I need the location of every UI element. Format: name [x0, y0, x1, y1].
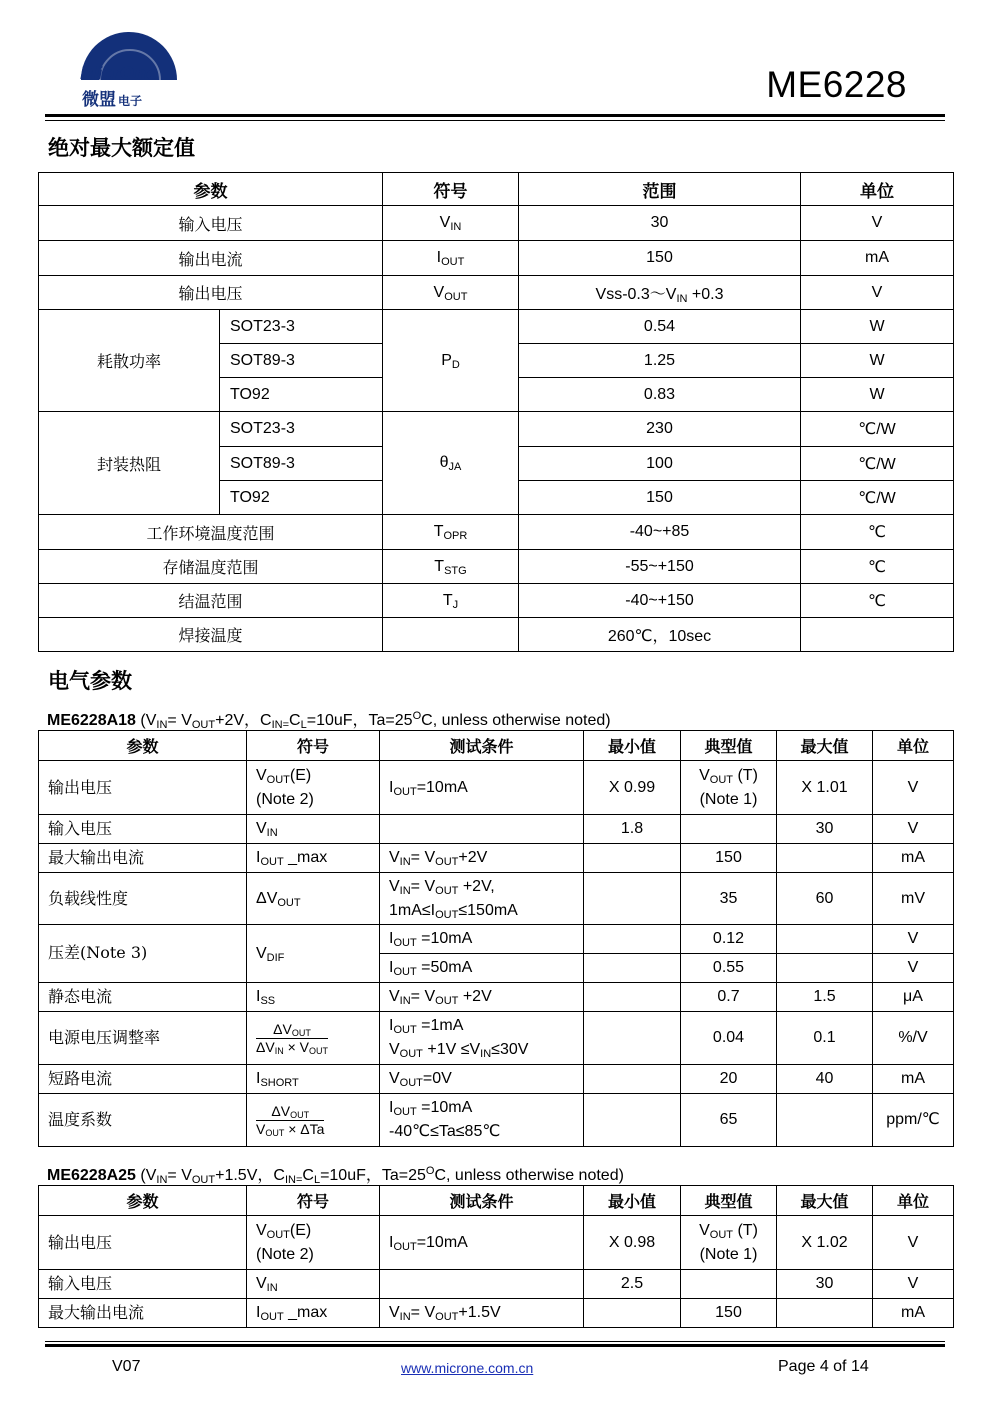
range: 100 — [519, 447, 801, 481]
unit: V — [873, 954, 954, 983]
unit: ℃ — [801, 584, 954, 618]
symbol: $V_{IN}$ — [247, 1270, 380, 1299]
param-label: 耗散功率 — [39, 310, 220, 412]
min-value — [584, 925, 681, 954]
condition: $I_{OUT}=10mA$ — [380, 1216, 584, 1270]
range: 0.83 — [519, 378, 801, 412]
footer-rule — [45, 1344, 945, 1347]
condition-line-a18: ME6228A18 ($V_{IN}= V_{OUT}+2V$，$C_{IN=}C_L=10uF$，$Ta=25^OC$, unless otherwise noted) — [47, 710, 611, 731]
header-symbol: 符号 — [247, 1186, 380, 1216]
condition — [380, 1270, 584, 1299]
param-label: 工作环境温度范围 — [39, 515, 383, 550]
footer-rule-thin — [45, 1341, 945, 1342]
param-label: 输出电压 — [39, 1216, 247, 1270]
param-label: 压差(Note 3) — [39, 925, 247, 983]
unit: V — [801, 206, 954, 241]
document-title: ME6228 — [766, 64, 907, 105]
symbol: $V_{OUT}(E)$ (Note 2) — [247, 1216, 380, 1270]
table-row — [39, 844, 954, 873]
condition: $I_{OUT} =50mA$ — [380, 954, 584, 983]
unit: V — [873, 1216, 954, 1270]
header-min: 最小值 — [584, 731, 681, 761]
package: SOT23-3 — [220, 310, 383, 344]
unit: mV — [873, 873, 954, 925]
param-label: 负载线性度 — [39, 873, 247, 925]
max-value: 30 — [777, 815, 873, 844]
header-symbol: 符号 — [383, 173, 519, 206]
table-row — [39, 618, 954, 652]
header-condition: 测试条件 — [380, 1186, 584, 1216]
typ-value: 20 — [681, 1065, 777, 1094]
header-param: 参数 — [39, 173, 383, 206]
min-value: X 0.99 — [584, 761, 681, 815]
symbol: $\Delta V_{OUT}$ — [247, 873, 380, 925]
package: SOT89-3 — [220, 447, 383, 481]
range: -40~+85 — [519, 515, 801, 550]
unit: ppm/℃ — [873, 1094, 954, 1147]
min-value — [584, 954, 681, 983]
max-value: 60 — [777, 873, 873, 925]
max-value: 1.5 — [777, 983, 873, 1012]
header-param: 参数 — [39, 731, 247, 761]
symbol: $T_{OPR}$ — [383, 515, 519, 550]
electrical-table-a25 — [38, 1185, 954, 1328]
table-row — [39, 412, 954, 447]
param-label: 存储温度范围 — [39, 550, 383, 584]
table-row — [39, 1270, 954, 1299]
condition: $V_{IN}= V_{OUT} +2V$, $1mA\le I_{OUT}\le 150mA$ — [380, 873, 584, 925]
package: SOT89-3 — [220, 344, 383, 378]
min-value — [584, 1299, 681, 1328]
unit: mA — [801, 241, 954, 276]
typ-value: 150 — [681, 844, 777, 873]
package: SOT23-3 — [220, 412, 383, 447]
symbol: $V_{DIF}$ — [247, 925, 380, 983]
symbol: $T_{STG}$ — [383, 550, 519, 584]
header-param: 参数 — [39, 1186, 247, 1216]
condition: $V_{IN}= V_{OUT}+2V$ — [380, 844, 584, 873]
header-typ: 典型值 — [681, 1186, 777, 1216]
header-max: 最大值 — [777, 1186, 873, 1216]
param-label: 输出电压 — [39, 761, 247, 815]
param-label: 最大输出电流 — [39, 844, 247, 873]
max-value — [777, 954, 873, 983]
max-value: X 1.01 — [777, 761, 873, 815]
typ-value: 0.7 — [681, 983, 777, 1012]
unit: V — [873, 815, 954, 844]
range: Vss-$0.3\sim V_{IN} +0.3$ — [519, 276, 801, 310]
max-value — [777, 844, 873, 873]
part-number: ME6228A18 — [47, 712, 136, 729]
condition: $I_{OUT} =1mA$ $V_{OUT} +1V \le V_{IN}\le 30V$ — [380, 1012, 584, 1065]
min-value: X 0.98 — [584, 1216, 681, 1270]
typ-value: 0.04 — [681, 1012, 777, 1065]
table-row — [39, 815, 954, 844]
max-value: 0.1 — [777, 1012, 873, 1065]
footer-version: V07 — [112, 1358, 141, 1375]
min-value — [584, 1012, 681, 1065]
table-row — [39, 1012, 954, 1065]
line-regulation-fraction: $\frac{\Delta V_{OUT}}{\Delta V_{IN} \times V_{OUT}}$ — [256, 1020, 328, 1056]
table-header-row — [39, 173, 954, 206]
unit: mA — [873, 844, 954, 873]
range: 1.25 — [519, 344, 801, 378]
unit: W — [801, 344, 954, 378]
unit: ℃ — [801, 515, 954, 550]
header-condition: 测试条件 — [380, 731, 584, 761]
symbol: $I_{SS}$ — [247, 983, 380, 1012]
header-typ: 典型值 — [681, 731, 777, 761]
unit: W — [801, 310, 954, 344]
param-label: 电源电压调整率 — [39, 1012, 247, 1065]
symbol: $V_{IN}$ — [247, 815, 380, 844]
max-value — [777, 925, 873, 954]
table-row — [39, 873, 954, 925]
unit: ℃/W — [801, 481, 954, 515]
table-row — [39, 310, 954, 344]
header-unit: 单位 — [801, 173, 954, 206]
table-row — [39, 1216, 954, 1270]
table-row — [39, 241, 954, 276]
min-value — [584, 844, 681, 873]
table-header-row — [39, 731, 954, 761]
note: (Note 2) — [256, 790, 314, 808]
unit: V — [873, 1270, 954, 1299]
symbol — [383, 618, 519, 652]
param-label: 封装热阻 — [39, 412, 220, 515]
typ-value: $V_{OUT}$ (T) (Note 1) — [681, 761, 777, 815]
table-header-row — [39, 1186, 954, 1216]
header-unit: 单位 — [873, 1186, 954, 1216]
min-value — [584, 873, 681, 925]
min-value — [584, 1094, 681, 1147]
max-value: 40 — [777, 1065, 873, 1094]
header-range: 范围 — [519, 173, 801, 206]
header-rule — [45, 114, 945, 117]
package: TO92 — [220, 378, 383, 412]
unit: ℃/W — [801, 412, 954, 447]
typ-value: 150 — [681, 1299, 777, 1328]
condition: $V_{OUT}=0V$ — [380, 1065, 584, 1094]
unit: V — [801, 276, 954, 310]
param-label: 结温范围 — [39, 584, 383, 618]
symbol: $I_{OUT}$ _max — [247, 844, 380, 873]
symbol: $P_D$ — [383, 310, 519, 412]
max-value — [777, 1299, 873, 1328]
table-row — [39, 1094, 954, 1147]
note: (Note 2) — [256, 1245, 314, 1263]
param-label: 输入电压 — [39, 206, 383, 241]
min-value: 2.5 — [584, 1270, 681, 1299]
max-value: X 1.02 — [777, 1216, 873, 1270]
unit: ℃/W — [801, 447, 954, 481]
note: (Note 1) — [699, 790, 758, 808]
symbol: $V_{OUT}(E)$ (Note 2) — [247, 761, 380, 815]
symbol: $T_J$ — [383, 584, 519, 618]
param-label: 输出电压 — [39, 276, 383, 310]
table-row — [39, 1065, 954, 1094]
max-value: 30 — [777, 1270, 873, 1299]
table-row — [39, 206, 954, 241]
unit: mA — [873, 1299, 954, 1328]
typ-value: 0.12 — [681, 925, 777, 954]
electrical-table-a18 — [38, 730, 954, 1147]
unit: ℃ — [801, 550, 954, 584]
unit: W — [801, 378, 954, 412]
header-unit: 单位 — [873, 731, 954, 761]
param-label: 短路电流 — [39, 1065, 247, 1094]
package: TO92 — [220, 481, 383, 515]
typ-value — [681, 815, 777, 844]
param-label: 焊接温度 — [39, 618, 383, 652]
unit: %/V — [873, 1012, 954, 1065]
table-row — [39, 550, 954, 584]
table-row — [39, 983, 954, 1012]
condition: $I_{OUT} =10mA$ -40℃≤Ta≤85℃ — [380, 1094, 584, 1147]
header-min: 最小值 — [584, 1186, 681, 1216]
note: (Note 1) — [699, 1245, 758, 1263]
section-title-abs-max: 绝对最大额定值 — [48, 136, 195, 160]
param-label: 最大输出电流 — [39, 1299, 247, 1328]
typ-value: 65 — [681, 1094, 777, 1147]
min-value: 1.8 — [584, 815, 681, 844]
table-row — [39, 276, 954, 310]
symbol: $I_{OUT}$ _max — [247, 1299, 380, 1328]
symbol — [247, 1012, 380, 1065]
footer-page-number: Page 4 of 14 — [778, 1358, 869, 1375]
table-row — [39, 584, 954, 618]
range: 150 — [519, 241, 801, 276]
param-label: 静态电流 — [39, 983, 247, 1012]
max-value — [777, 1094, 873, 1147]
unit: V — [873, 761, 954, 815]
table-row — [39, 761, 954, 815]
unit: μA — [873, 983, 954, 1012]
condition: $V_{IN}= V_{OUT}+1.5V$ — [380, 1299, 584, 1328]
param-label: 温度系数 — [39, 1094, 247, 1147]
symbol: $V_{OUT}$ — [383, 276, 519, 310]
range: 260℃，10sec — [519, 618, 801, 652]
condition: $I_{OUT} =10mA$ — [380, 925, 584, 954]
range: 30 — [519, 206, 801, 241]
condition — [380, 815, 584, 844]
table-row — [39, 515, 954, 550]
part-number: ME6228A25 — [47, 1167, 136, 1184]
section-title-electrical: 电气参数 — [48, 669, 132, 693]
condition-line-a25: ME6228A25 ($V_{IN}= V_{OUT}+1.5V$，$C_{IN=}C_L=10uF$，$Ta=25^OC$, unless otherwise noted) — [47, 1165, 624, 1186]
table-row — [39, 925, 954, 954]
header-max: 最大值 — [777, 731, 873, 761]
param-label: 输入电压 — [39, 815, 247, 844]
param-label: 输入电压 — [39, 1270, 247, 1299]
typ-value: 35 — [681, 873, 777, 925]
symbol — [247, 1094, 380, 1147]
symbol: $V_{IN}$ — [383, 206, 519, 241]
unit: mA — [873, 1065, 954, 1094]
typ-value: 0.55 — [681, 954, 777, 983]
typ-value — [681, 1270, 777, 1299]
range: 230 — [519, 412, 801, 447]
header-symbol: 符号 — [247, 731, 380, 761]
header-rule-thin — [45, 120, 945, 121]
symbol: $\theta_{JA}$ — [383, 412, 519, 515]
abs-max-table — [38, 172, 954, 652]
condition: $V_{IN}= V_{OUT} +2V$ — [380, 983, 584, 1012]
range: -55~+150 — [519, 550, 801, 584]
logo-chinese: 微盟 电子 — [82, 90, 143, 110]
unit — [801, 618, 954, 652]
param-label: 输出电流 — [39, 241, 383, 276]
temp-coefficient-fraction: $\frac{\Delta V_{OUT}}{V_{OUT} \times \Delta Ta}$ — [256, 1102, 325, 1138]
range: 0.54 — [519, 310, 801, 344]
footer-website-link[interactable]: www.microne.com.cn — [401, 1360, 534, 1376]
range: -40~+150 — [519, 584, 801, 618]
condition: $I_{OUT}=10mA$ — [380, 761, 584, 815]
symbol: $I_{OUT}$ — [383, 241, 519, 276]
logo-wordmark: MicrOne — [80, 64, 158, 84]
unit: V — [873, 925, 954, 954]
range: 150 — [519, 481, 801, 515]
typ-value: $V_{OUT}$ (T) (Note 1) — [681, 1216, 777, 1270]
min-value — [584, 1065, 681, 1094]
table-row — [39, 1299, 954, 1328]
symbol: $I_{SHORT}$ — [247, 1065, 380, 1094]
min-value — [584, 983, 681, 1012]
